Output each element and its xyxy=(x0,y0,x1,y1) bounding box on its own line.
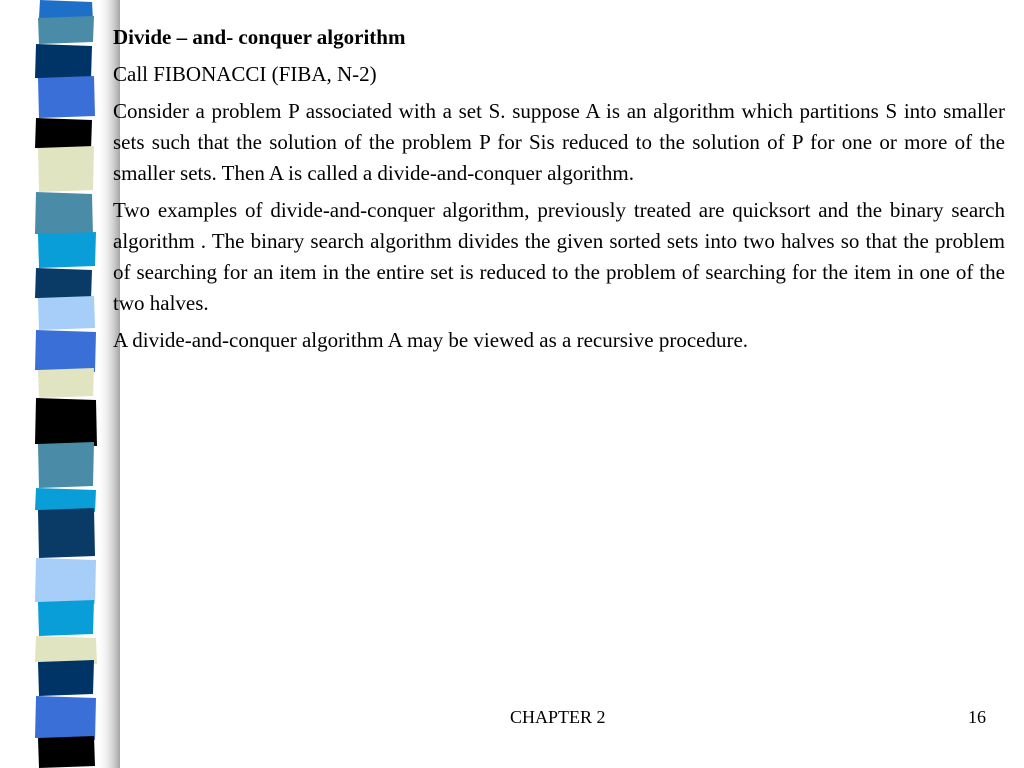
band-stripe xyxy=(35,636,97,664)
band-stripe xyxy=(38,442,94,488)
paragraph-recursive: A divide-and-conquer algorithm A may be viewed as a recursive procedure. xyxy=(113,328,749,352)
band-stripe xyxy=(38,368,94,398)
band-stripe xyxy=(38,508,95,558)
band-stripe xyxy=(38,600,94,636)
band-stripe xyxy=(35,696,96,740)
band-stripe xyxy=(38,736,95,768)
band-stripe xyxy=(35,44,92,80)
band-stripe xyxy=(35,118,92,150)
slide-body xyxy=(113,22,1005,362)
slide-heading: Divide – and- conquer algorithm xyxy=(113,25,406,49)
paragraph-definition: Consider a problem P associated with a set S. suppose A is an algorithm which partitions S into smaller sets such that the solution of the problem P for Sis reduced to the solution of P for one or more of the smaller sets. Then A is called a divide-and-conquer algorithm. xyxy=(113,99,1005,185)
band-stripe xyxy=(38,146,94,192)
band-stripe xyxy=(38,76,95,118)
band-stripe xyxy=(38,296,95,330)
paragraph-call: Call FIBONACCI (FIBA, N-2) xyxy=(113,62,377,86)
band-stripe xyxy=(38,660,94,696)
band-stripe xyxy=(35,330,96,372)
band-stripe xyxy=(38,16,94,44)
band-stripe xyxy=(35,192,93,236)
band-stripe xyxy=(35,268,92,300)
page-number: 16 xyxy=(968,707,986,727)
footer-chapter: CHAPTER 2 xyxy=(510,707,606,727)
band-stripe xyxy=(35,558,96,604)
band-stripe xyxy=(38,232,96,268)
paragraph-examples: Two examples of divide-and-conquer algorithm, previously treated are quicksort and the binary search algorithm . The binary search algorithm divides the given sorted sets into two halves so that the problem of searching for an item in the entire set is reduced to the problem of searching for the item in one of the two halves. xyxy=(113,198,1005,315)
decorative-left-band xyxy=(0,0,120,768)
band-stripes xyxy=(0,0,120,768)
band-stripe xyxy=(35,398,97,446)
